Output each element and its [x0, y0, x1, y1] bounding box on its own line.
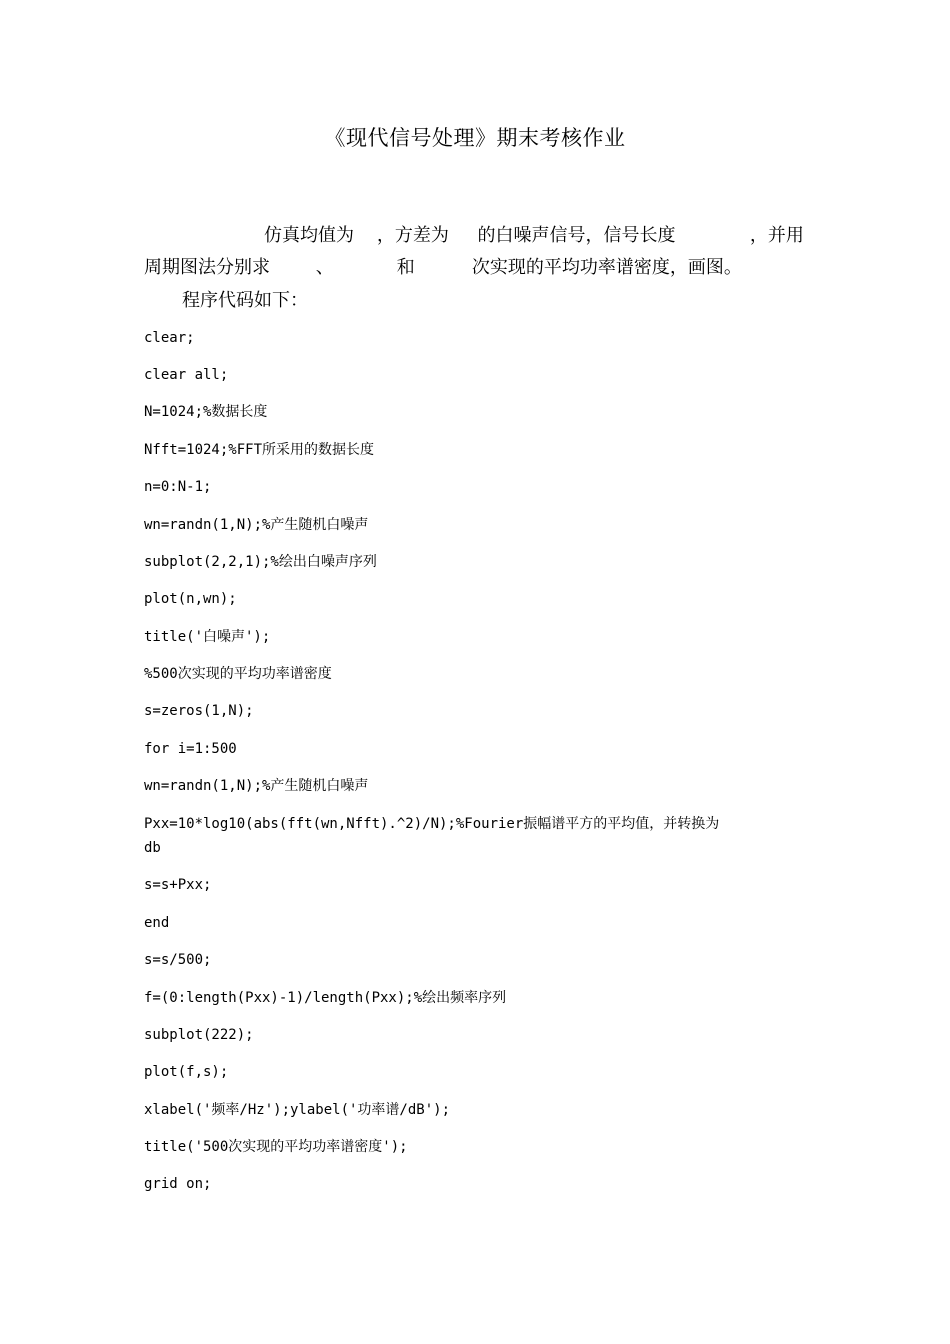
code-line: grid on; [144, 1176, 212, 1192]
code-line: Nfft=1024;%FFT所采用的数据长度 [144, 442, 375, 458]
code-line: s=s/500; [144, 952, 212, 968]
code-line: wn=randn(1,N);%产生随机白噪声 [144, 517, 369, 533]
code-line: plot(n,wn); [144, 591, 237, 607]
code-line: subplot(2,2,1);%绘出白噪声序列 [144, 554, 377, 570]
code-line: s=zeros(1,N); [144, 703, 254, 719]
code-line: Pxx=10*log10(abs(fft(wn,Nfft).^2)/N);%Fourier振幅谱平方的平均值，并转换为 [144, 816, 720, 832]
code-intro-line: 程序代码如下： [182, 290, 308, 311]
code-line: title('500次实现的平均功率谱密度'); [144, 1139, 408, 1155]
intro-paragraph-line-2: 周期图法分别求 、 和 次实现的平均功率谱密度，画图。 [144, 257, 742, 278]
code-line: subplot(222); [144, 1027, 254, 1043]
code-line: N=1024;%数据长度 [144, 404, 268, 420]
code-line: %500次实现的平均功率谱密度 [144, 666, 332, 682]
code-line: title('白噪声'); [144, 629, 271, 645]
code-line: s=s+Pxx; [144, 877, 212, 893]
code-line: db [144, 840, 161, 856]
code-line: end [144, 915, 170, 931]
code-line: n=0:N-1; [144, 479, 212, 495]
document-title: 《现代信号处理》期末考核作业 [324, 126, 626, 150]
code-line: for i=1:500 [144, 741, 237, 757]
code-line: f=(0:length(Pxx)-1)/length(Pxx);%绘出频率序列 [144, 990, 507, 1006]
code-line: xlabel('频率/Hz');ylabel('功率谱/dB'); [144, 1102, 451, 1118]
code-line: clear all; [144, 367, 229, 383]
code-line: clear; [144, 330, 195, 346]
code-line: wn=randn(1,N);%产生随机白噪声 [144, 778, 369, 794]
code-line: plot(f,s); [144, 1064, 229, 1080]
intro-paragraph-line-1: 仿真均值为 ，方差为 的白噪声信号，信号长度 ，并用 [264, 225, 804, 246]
